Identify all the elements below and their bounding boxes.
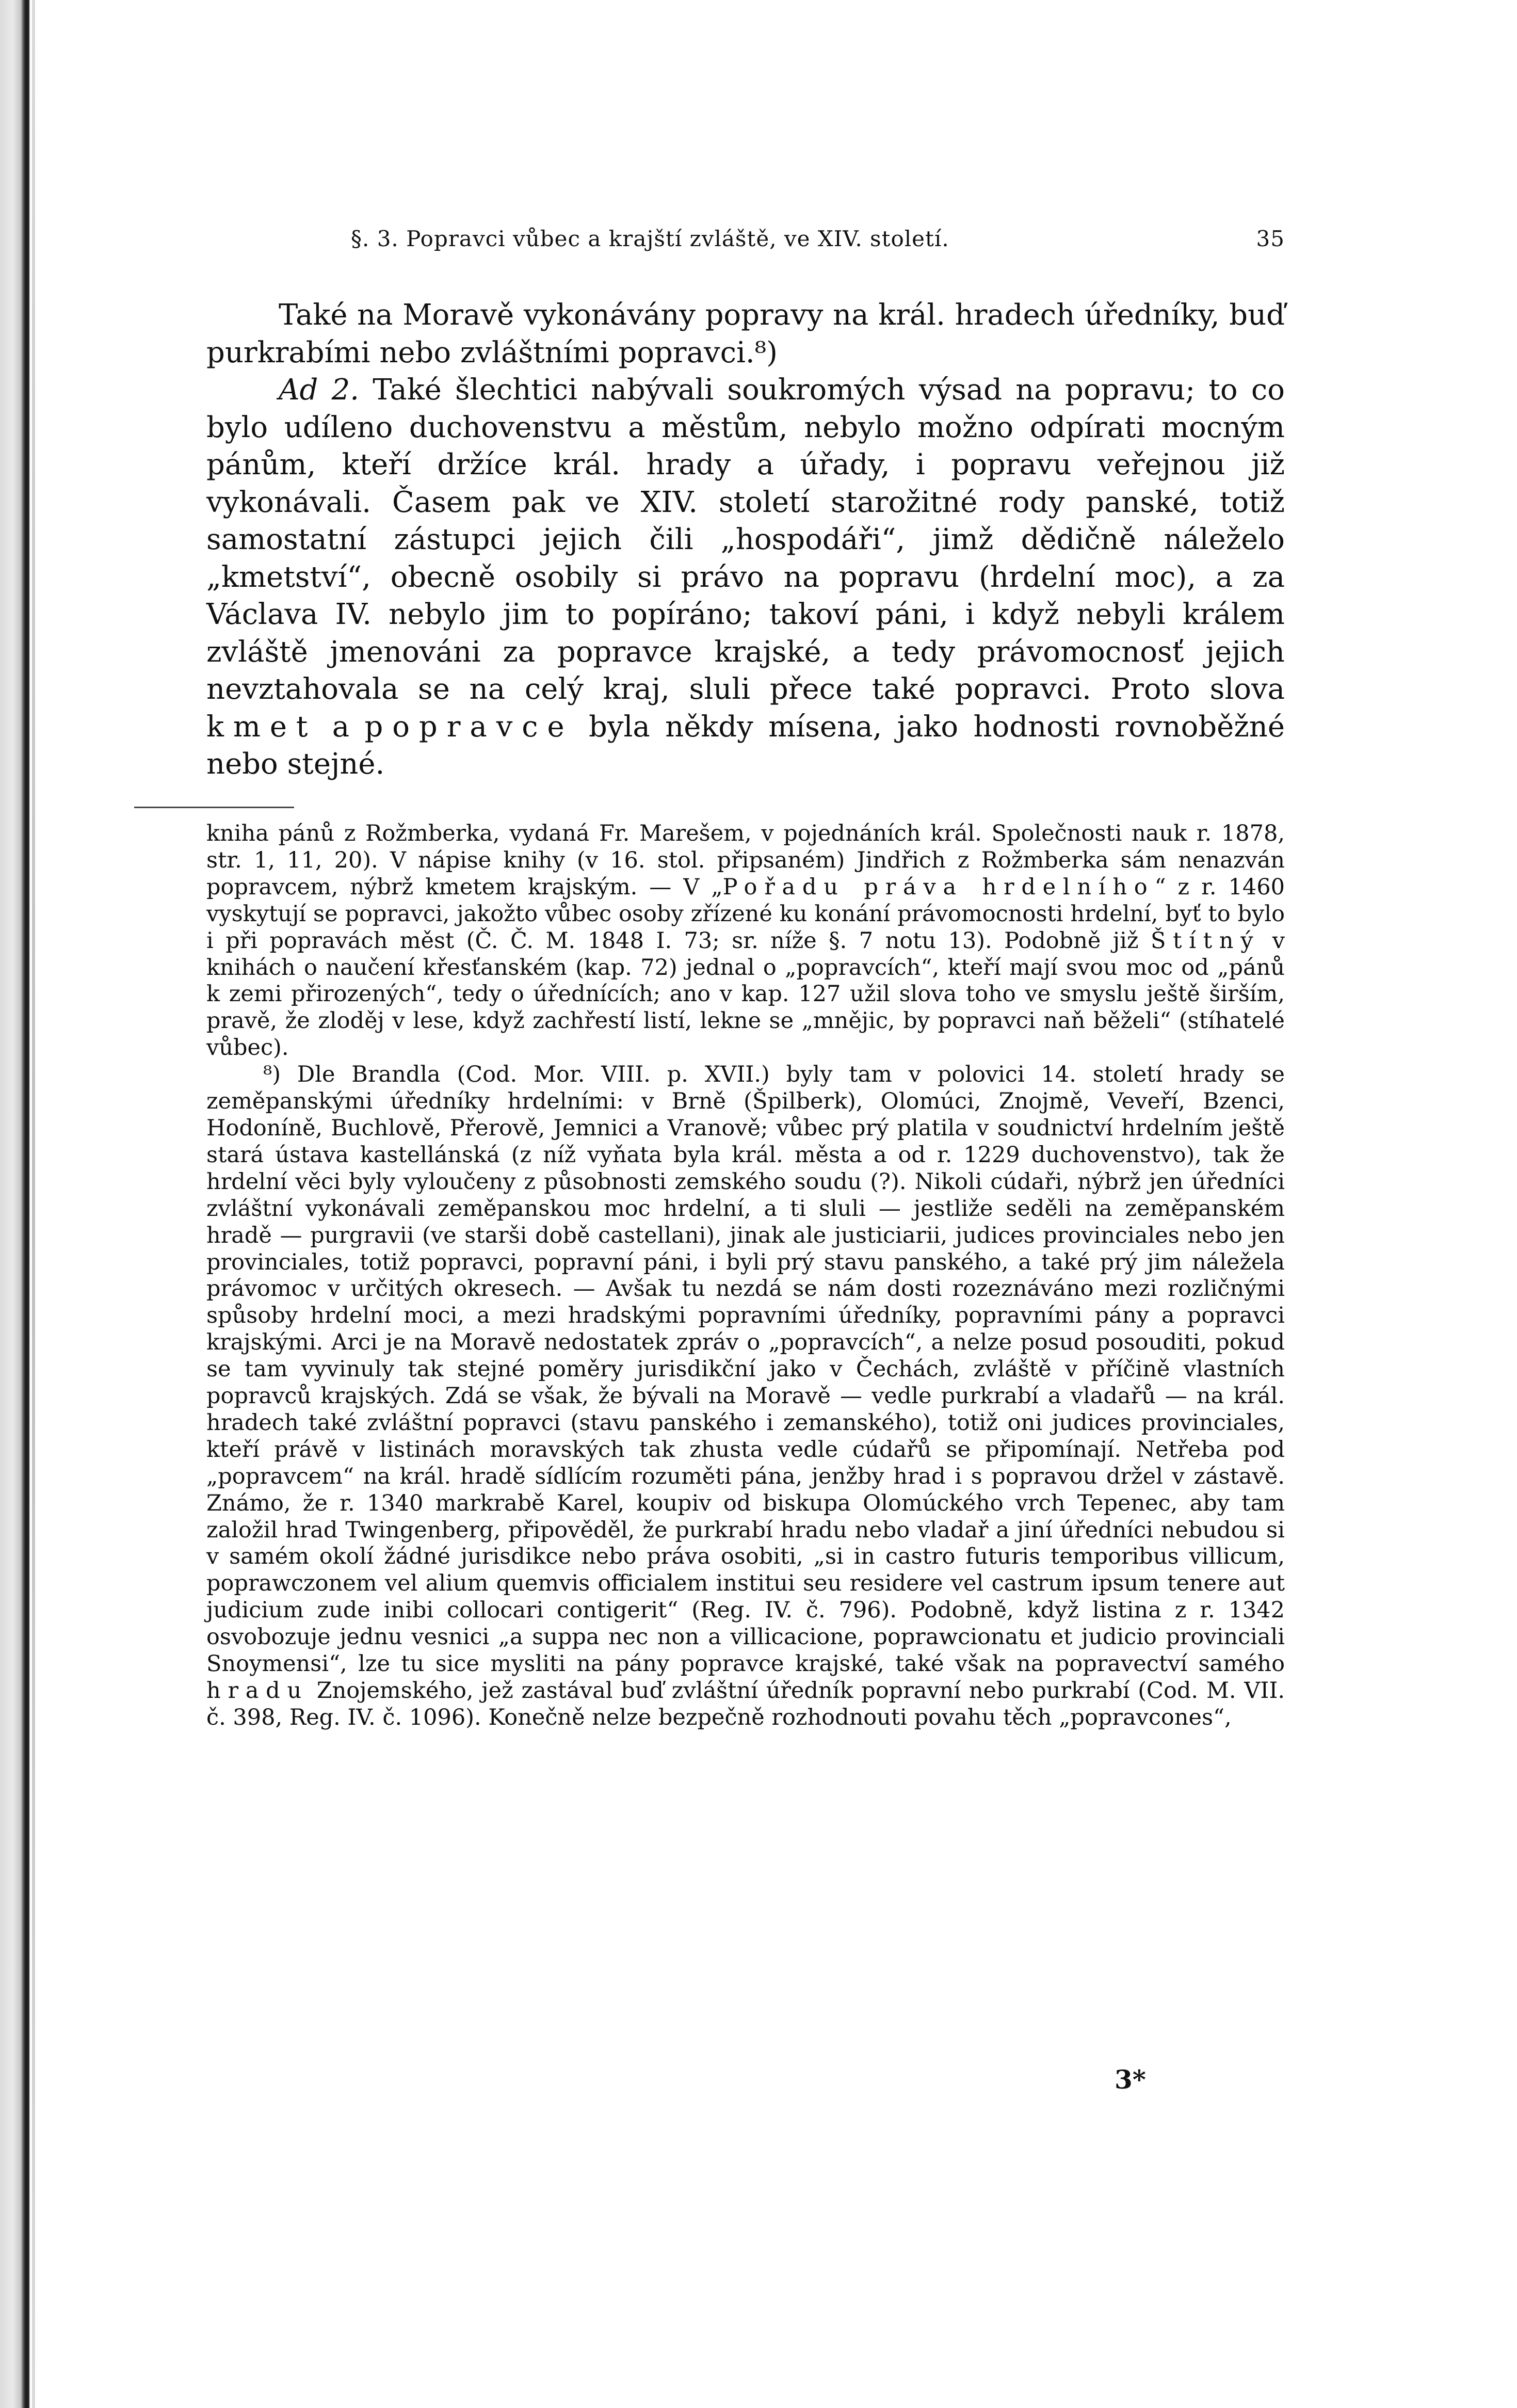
signature-mark: 3* — [1115, 2064, 1146, 2095]
term-kmet: kmet — [206, 710, 317, 744]
footnote-8-spaced-word: hradu — [206, 1678, 309, 1704]
paragraph-2-text-b: byla někdy mísena, jako hodnosti rovnoběžné nebo stejné. — [206, 710, 1285, 781]
footnote-continuation-text-b: “ z r. 1460 vyskytují se popravci, jakožto vůbec osoby zřízené ku konání právomocnosti hrdelní, byť to bylo i při popravách měst (Č. Č. M. 1848 I. 73; sr. níže §. 7 notu 13). Podobně již — [206, 874, 1285, 954]
footnote-spaced-title: Pořadu práva hrdelního — [722, 874, 1155, 900]
paragraph-2-conjunction: a — [317, 710, 365, 744]
footnote-continuation-text-c: v knihách o naučení křesťanském (kap. 72) jednal o „popravcích“, kteří mají svou moc od „pánů k zemi přirozených“, tedy o úřednících; ano v kap. 127 užil slova toho ve smyslu ještě širším, pravě, že zloděj v lese, když zachřestí listí, lekne se „mnějic, by popravci naň běželi“ (stíhatelé vůbec). — [206, 927, 1285, 1061]
paragraph-1: Také na Moravě vykonávány popravy na král. hradech úředníky, buď purkrabími nebo zvláštními popravci.⁸) — [206, 298, 1285, 370]
footnote-continuation — [206, 821, 1285, 1062]
footnote-continuation-text-a: kniha pánů z Rožmberka, vydaná Fr. Marešem, v pojednáních král. Společnosti nauk r. 1878, str. 1, 11, 20). V nápise knihy (v 16. stol. připsaném) Jindřich z Rožmberka sám nenazván popravcem, nýbrž kmetem krajským. — V „ — [206, 821, 1285, 900]
paragraph-2-text-a: Také šlechtici nabývali soukromých výsad na popravu; to co bylo udíleno duchovenstvu a městům, nebylo možno odpírati mocným pánům, kteří držíce král. hrady a úřady, i popravu veřejnou již vykonávali. Časem pak ve XIV. století starožitné rody panské, totiž samostatní zástupci jejich čili „hospodáři“, jimž dědičně náleželo „kmetství“, obecně osobily si právo na popravu (hrdelní moc), a za Václava IV. nebylo jim to popíráno; takoví páni, i když nebyli králem zvláště jmenováni za popravce krajské, a tedy právomocnosť jejich nevztahovala se na celý kraj, sluli přece také popravci. Proto slova — [206, 373, 1285, 706]
footnote-8-text: ⁸) Dle Brandla (Cod. Mor. VIII. p. XVII.) byly tam v polovici 14. století hrady se zeměpanskými úředníky hrdelními: v Brně (Špilberk), Olomúci, Znojmě, Veveří, Bzenci, Hodoníně, Buchlově, Přerově, Jemnici a Vranově; vůbec prý platila v soudnictví hrdelním ještě stará ústava kastellánská (z níž vyňata byla král. města a od r. 1229 duchovenstvo), tak že hrdelní věci byly vyloučeny z působnosti zemského soudu (?). Nikoli cúdaři, nýbrž jen úředníci zvláštní vykonávali zeměpanskou moc hrdelní, a ti sluli — jestliže seděli na zeměpanském hradě — purgravii (ve starši době castellani), jinak ale justiciarii, judices provinciales nebo jen provinciales, totiž popravci, popravní páni, i byli prý stavu panského, a také prý jim náležela právomoc v určitých okresech. — Avšak tu nezdá se nám dosti rozeznáváno mezi rozličnými spůsoby hrdelní moci, a mezi hradskými popravními úředníky, popravními pány a popravci krajskými. Arci je na Moravě nedostatek zpráv o „popravcích“, a nelze posud posouditi, pokud se tam vyvinuly tak stejné poměry jurisdikční jako v Čechách, zvláště v příčině vlastních popravců krajských. Zdá se však, že bývali na Moravě — vedle purkrabí a vladařů — na král. hradech také zvláštní popravci (stavu panského i zemanského), totiž oni judices provinciales, kteří právě v listinách moravských tak zhusta vedle cúdařů se připomínají. Netřeba pod „popravcem“ na král. hradě sídlícím rozuměti pána, jenžby hrad i s popravou držel v zástavě. Známo, že r. 1340 markrabě Karel, koupiv od biskupa Olomúckého vrch Tepenec, aby tam založil hrad Twingenberg, připověděl, že purkrabí hradu nebo vladař a jiní úředníci nebudou si v samém okolí žádné jurisdikce nebo práva osobiti, „si in castro futuris temporibus villicum, poprawczonem vel alium quemvis officialem institui seu residere vel castrum ipsum tenere aut judicium zude inibi collocari contigerit“ (Reg. IV. č. 796). Podobně, když listina z r. 1342 osvobozuje jednu vesnici „a suppa nec non a villicacione, poprawcionatu et judicio provinciali Snoymensi“, lze tu sice mysliti na pány popravce krajské, také však na popravectví samého — [206, 1062, 1285, 1677]
running-title: §. 3. Popravci vůbec a krajští zvláště, ve XIV. století. — [351, 226, 949, 251]
footnote-separator — [134, 807, 294, 808]
paragraph-2 — [206, 372, 1285, 783]
term-popravce: popravce — [364, 710, 574, 744]
footnote-8 — [206, 1062, 1285, 1731]
book-spine-edge — [0, 0, 30, 2408]
running-header — [351, 226, 1285, 262]
footnotes — [206, 821, 1285, 1731]
page-gutter-shadow — [32, 0, 35, 2408]
main-text — [206, 297, 1285, 783]
footnote-8-end: Znojemského, jež zastával buď zvláštní úředník popravní nebo purkrabí (Cod. M. VII. č. 398, Reg. IV. č. 1096). Konečně nelze bezpečně rozhodnouti povahu těch „popravcones“, — [206, 1678, 1285, 1730]
author-stitny: Štítný — [1150, 927, 1261, 954]
paragraph-2-label: Ad 2. — [279, 373, 360, 407]
page-number: 35 — [1256, 226, 1285, 251]
